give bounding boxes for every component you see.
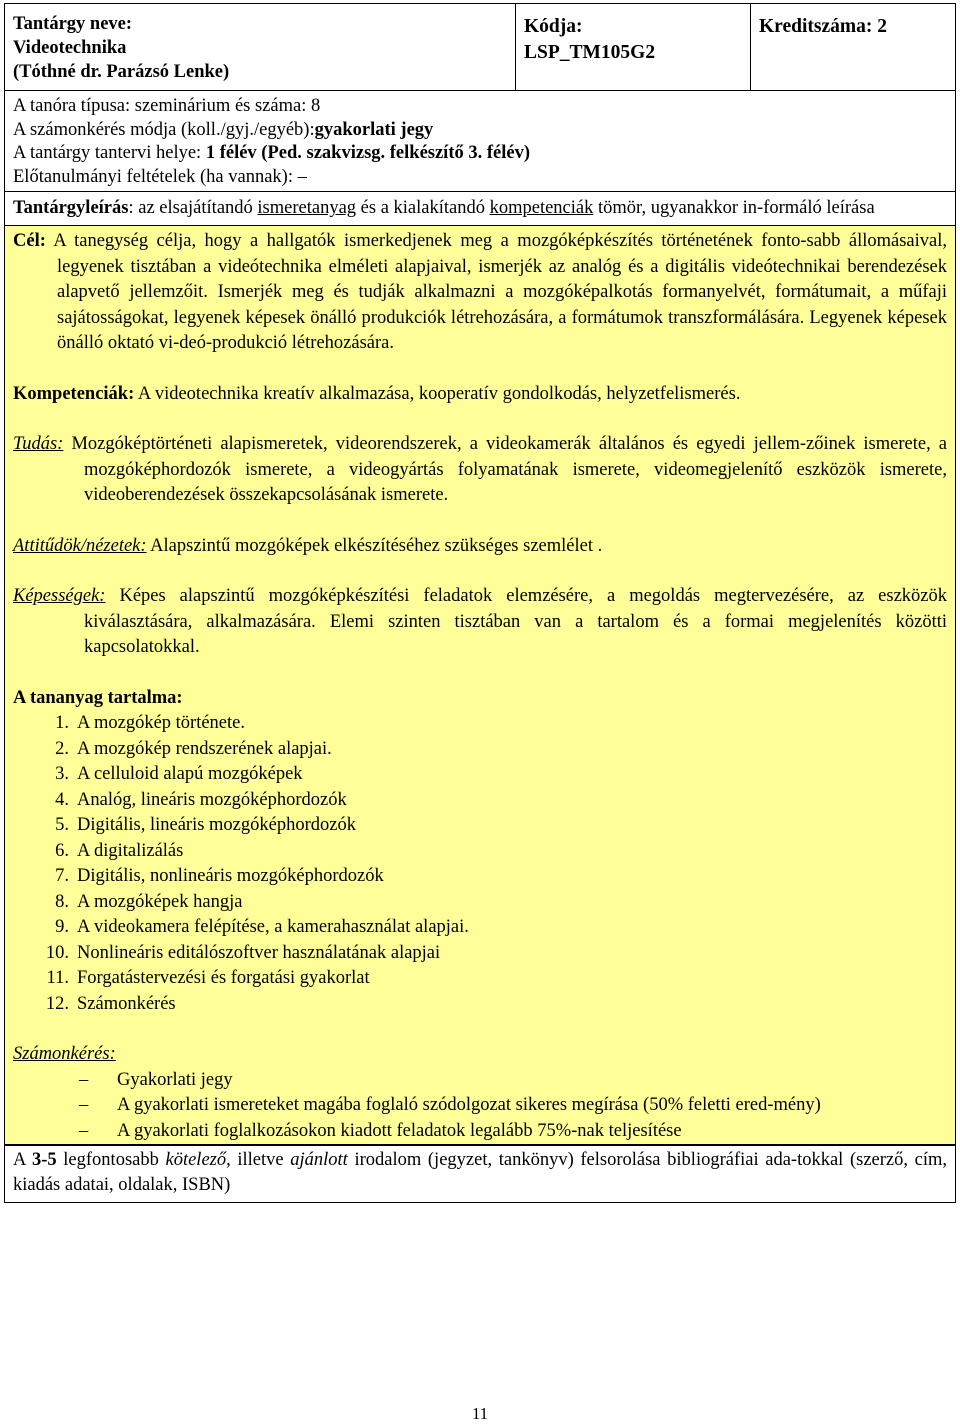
topic-number: 1. [55,713,69,733]
topic-item [13,737,947,763]
prerequisites: Előtanulmányi feltételek (ha vannak): – [13,166,307,187]
topic-number: 12. [45,993,69,1014]
description-label: Tantárgyleírás [13,198,129,218]
topic-text: A celluloid alapú mozgóképek [77,764,303,784]
place-value: 1 félév (Ped. szakvizsg. felkészítő 3. félév) [205,143,530,163]
exam-title [13,1042,947,1068]
exam-text: Gyakorlati jegy [117,1069,233,1090]
topic-text: Forgatástervezési és forgatási gyakorlat [77,968,370,988]
header-table [4,3,956,91]
subject-label: Tantárgy neve: [13,14,133,34]
lecturer: (Tóthné dr. Parázsó Lenke) [13,62,230,82]
code-value: LSP_TM105G2 [524,42,656,63]
page-number: 11 [471,1404,489,1423]
topic-item [13,915,947,941]
topic-text: Digitális, nonlineáris mozgóképhordozók [77,866,384,886]
skills-label: Képességek: [13,586,106,606]
literature-block [4,1145,956,1203]
description-underlined: kompetenciák [489,198,594,218]
subject-cell [5,4,516,91]
knowledge-label: Tudás: [13,434,64,454]
literature-part: irodalom (jegyzet, tankönyv) felsorolása bibliográfiai ada-tokkal (szerző, cím, kiadás adatai, oldalak, ISBN) [13,1150,947,1195]
topic-text: A videokamera felépítése, a kamerahasználat alapjai. [77,917,469,937]
literature-part: illetve [230,1150,291,1170]
topic-number: 3. [55,764,69,784]
literature-required: kötelező, [165,1150,231,1170]
knowledge-text: Mozgóképtörténeti alapismeretek, videorendszerek, a videokamerák általános és egyedi jellem-zőinek ismerete, a mozgóképhordozók ismerete, a videogyártás folyamatának ismerete, videomegjelenítő eszközök ismerete, videoberendezések összekapcsolásának ismerete. [63,434,947,505]
literature-recommended: ajánlott [290,1150,348,1170]
code-label: Kódja: [524,16,583,37]
goal-paragraph [13,229,947,357]
skills-paragraph [13,584,947,661]
topic-text: A mozgókép története. [77,713,245,733]
description-part: : az elsajátítandó [128,198,258,218]
topic-text: A digitalizálás [77,840,184,861]
subject-name: Videotechnika [13,38,127,58]
topic-text: Számonkérés [77,993,176,1014]
topic-item [13,813,947,839]
topic-number: 6. [55,840,69,861]
info-block [4,91,956,192]
credits-cell [751,4,956,91]
exam-list [13,1068,947,1145]
topic-item [13,839,947,865]
curriculum-place [13,142,947,166]
topic-text: Digitális, lineáris mozgóképhordozók [77,815,356,835]
competence-text: A videotechnika kreatív alkalmazása, kooperatív gondolkodás, helyzetfelismerés. [134,383,741,404]
topic-item [13,890,947,916]
topic-text: A mozgóképek hangja [77,891,243,912]
topic-item [13,992,947,1018]
content-block [4,226,956,1145]
literature-part: legfontosabb [56,1150,166,1170]
description-part: és a kialakítandó [356,198,490,218]
topic-text: Nonlineáris editálószoftver használatának alapjai [77,942,441,963]
goal-text: A tanegység célja, hogy a hallgatók ismerkedjenek meg a mozgóképkészítés történetének fonto-sabb állomásaival, legyenek tisztában a videótechnika elméleti alapjaival, ismerjék az analóg és a digitális videótechnikai berendezések alapvető jellemzőit. Ismerjék meg és tudják alkalmazni a mozgóképalkotás formanyelvét, formátumait, a műfaji sajátosságokat, legyenek képesek önálló produkciók létrehozására, a formátumok transzformálására. Legyenek képesek önálló oktató vi-deó-produkció létrehozására. [45,231,947,353]
topic-item [13,762,947,788]
description-block [4,192,956,226]
exam-text: A gyakorlati foglalkozásokon kiadott feladatok legalább 75%-nak teljesítése [117,1120,682,1141]
course-sheet [4,3,956,1203]
topic-number: 5. [55,815,69,835]
topic-item [13,864,947,890]
knowledge-paragraph [13,432,947,509]
topic-number: 11. [46,968,69,988]
literature-count: 3-5 [31,1150,57,1170]
lesson-type: A tanóra típusa: szeminárium és száma: 8 [13,96,321,116]
exam-label: Számonkérés: [13,1044,116,1064]
exam-text: A gyakorlati ismereteket magába foglaló szódolgozat sikeres megírása (50% feletti ered-mény) [117,1095,821,1115]
assessment-prefix: A számonkérés módja (koll./gyj./egyéb): [13,119,315,140]
exam-dash: – [79,1120,89,1141]
competence-label: Kompetenciák: [13,383,135,404]
assessment-line [13,119,947,143]
topic-item [13,788,947,814]
attitude-label: Attitűdök/nézetek: [13,535,147,556]
topic-number: 8. [55,891,69,912]
topic-item [13,941,947,967]
goal-label: Cél: [13,231,46,251]
description-underlined: ismeretanyag [257,198,357,218]
description-part: tömör, ugyanakkor in-formáló leírása [593,198,875,218]
assessment-value: gyakorlati jegy [314,119,434,140]
topic-item [13,711,947,737]
place-prefix: A tantárgy tantervi helye: [13,143,206,163]
topics-title: A tananyag tartalma: [13,687,183,708]
credits: Kreditszáma: 2 [759,16,887,37]
topics-list [13,711,947,1017]
topic-number: 7. [55,866,69,886]
exam-item [13,1093,947,1119]
exam-item [13,1068,947,1094]
topic-text: A mozgókép rendszerének alapjai. [77,738,332,759]
topic-number: 9. [55,917,69,937]
topic-number: 4. [55,789,69,810]
attitude-paragraph [13,534,947,560]
exam-dash: – [79,1069,89,1090]
exam-item [13,1119,947,1145]
competence-paragraph [13,382,947,408]
topic-number: 10. [45,942,69,963]
exam-dash: – [79,1095,89,1115]
topic-text: Analóg, lineáris mozgóképhordozók [77,789,347,810]
attitude-text: Alapszintű mozgóképek elkészítéséhez szükséges szemlélet . [146,535,603,556]
code-cell [516,4,751,91]
literature-part: A [13,1150,32,1170]
skills-text: Képes alapszintű mozgóképkészítési feladatok elemzésére, a megoldás megtervezésére, az eszközök kiválasztására, alkalmazására. Elemi szinten tisztában van a tartalom és a formai megjelenítés közötti kapcsolatokkal. [84,586,947,657]
topic-number: 2. [55,738,69,759]
topic-item [13,966,947,992]
description-text [13,196,947,221]
